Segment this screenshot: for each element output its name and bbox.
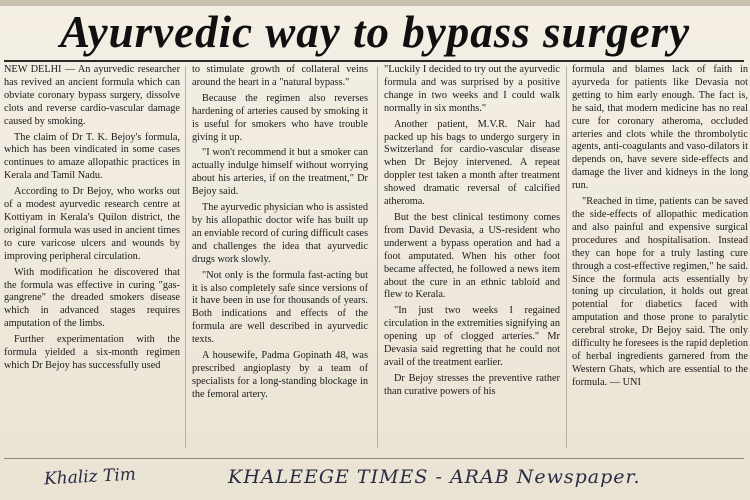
article-column-3 bbox=[384, 64, 560, 456]
paragraph: "In just two weeks I regained circulation in the extremities signifying an opening up of clogged arteries." Mr Devasia said regretting that he could not avail of the treatment earlier. bbox=[384, 305, 560, 368]
paragraph: Because the regimen also reverses hardening of arteries caused by smoking it is useful for smokers who have trouble giving it up. bbox=[192, 92, 368, 143]
paragraph: to stimulate growth of collateral veins around the heart in a "natural bypass." bbox=[192, 64, 368, 88]
paragraph: The claim of Dr T. K. Bejoy's formula, which has been vindicated in some cases continues to amaze allopathic practices in Kerala and Tamil Nadu. bbox=[4, 131, 180, 182]
paragraph: Another patient, M.V.R. Nair had packed up his bags to undergo surgery in Switzerland for cardio-vascular disease when Dr Bejoy intervened. A repeat doppler test taken a month after treatment showed dramatic reversal of calcified atheroma. bbox=[384, 118, 560, 208]
paragraph: "Luckily I decided to try out the ayurvedic formula and was surprised by a positive change in two weeks and I could walk normally in six months." bbox=[384, 64, 560, 114]
paragraph: NEW DELHI — An ayurvedic researcher has revived an ancient formula which can obviate coronary bypass surgery, dissolve clots and reverse cardio-vascular damage caused by smoking. bbox=[4, 64, 180, 127]
paragraph: A housewife, Padma Gopinath 48, was prescribed angioplasty by a team of specialists for a long-standing blockage in the femoral artery. bbox=[192, 350, 368, 400]
paragraph: "Reached in time, patients can be saved the side-effects of allopathic medication and also painful and expensive surgical procedures and hospitalisation. Instead they can hope for a truly lasting cure through a cost-effective regimen," he said. Since the formula acts essentially by toning up circulation, it holds out great potential for diabetics faced with amputation and those prone to paralytic cerebral stroke, Dr Bejoy said. The only difficulty he foresees is the rapid depletion of herbal ingredients garnered from the Western Ghats, which are essential to the formula. — UNI bbox=[572, 196, 748, 388]
column-divider bbox=[377, 66, 378, 448]
paragraph: With modification he discovered that the formula was effective in curing "gas-gangrene" the dreaded smokers disease which in advanced stages requires amputation of the limbs. bbox=[4, 266, 180, 330]
article-column-2 bbox=[192, 64, 368, 456]
paragraph: "I won't recommend it but a smoker can actually indulge himself without worrying about his arteries, if on the treatment," Dr Bejoy said. bbox=[192, 147, 368, 198]
paragraph: Further experimentation with the formula yielded a six-month regimen which Dr Bejoy has successfully used bbox=[4, 334, 180, 371]
handwritten-note-left: Khaliz Tim bbox=[43, 464, 137, 490]
column-divider bbox=[185, 66, 186, 448]
paragraph: Dr Bejoy stresses the preventive rather than curative powers of his bbox=[384, 372, 560, 397]
article-column-4 bbox=[572, 64, 748, 456]
paragraph: "Not only is the formula fast-acting but it is also completely safe since versions of it have been in use for thousands of years. Both indications and effects of the formula are well described in ayurvedic texts. bbox=[192, 269, 368, 346]
paragraph: formula and blames lack of faith in ayurveda for patients like Devasia not getting to him early enough. The fact is, he said, that modern medicine has no real cure for coronary atheroma, occluded arteries and clots while the thrombolytic agents, anti-coagulants and vaso-dilators it depends on, have severe side-effects and damage the liver and kidneys in the long run. bbox=[572, 64, 748, 192]
headline-rule bbox=[4, 60, 744, 62]
column-divider bbox=[566, 66, 567, 448]
headline: Ayurvedic way to bypass surgery bbox=[59, 7, 691, 57]
paragraph: But the best clinical testimony comes from David Devasia, a US-resident who underwent a bypass operation and had a foot amputated. When his other foot became affected, he followed a news item about the cure in an ethnic tabloid and flew to Kerala. bbox=[384, 211, 560, 301]
handwritten-source-note: KHALEEGE TIMES - ARAB Newspaper. bbox=[228, 466, 641, 488]
paragraph: The ayurvedic physician who is assisted by his allopathic doctor wife has built up an enviable record of curing difficult cases and challenges the idea that ayurvedic drugs work slowly. bbox=[192, 202, 368, 265]
paragraph: According to Dr Bejoy, who works out of a modest ayurvedic research centre at Kottiyam in Kerala's Quilon district, the original formula was used in ancient times to cure varicose ulcers and wounds by improving peripheral circulation. bbox=[4, 186, 180, 262]
article-column-1 bbox=[4, 64, 180, 456]
